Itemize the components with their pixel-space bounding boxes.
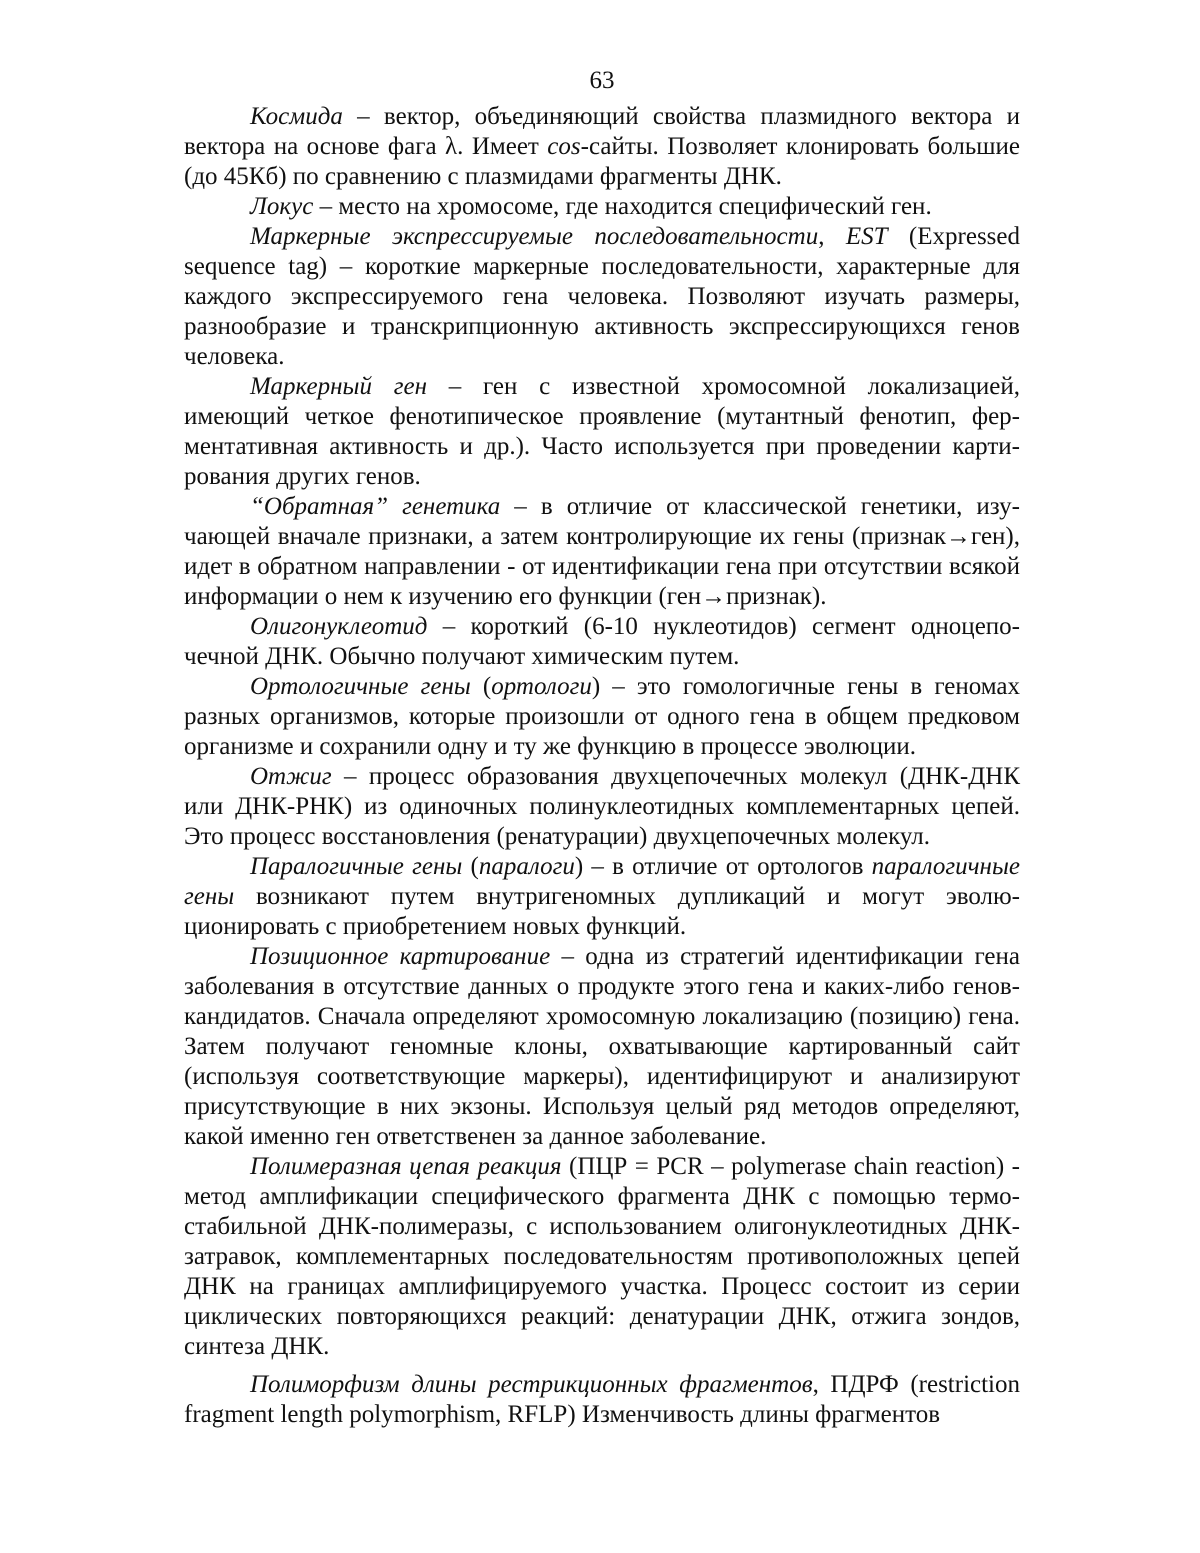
term-italic: Маркерные экспрессируемые последовательности — [250, 223, 818, 250]
term-italic: паралоги — [479, 853, 575, 880]
definition-text: , — [818, 223, 846, 250]
definition-text: -сайты. Позволяет клонировать боль­шие (до 45Кб) по сравнению с плазмидами фрагменты ДНК. — [184, 133, 1020, 190]
term-italic: паралогич­ные гены — [184, 853, 1020, 910]
glossary-entry — [184, 762, 1020, 852]
term-italic: “Обратная” генетика — [250, 493, 500, 520]
definition-text: – короткий (6-10 нуклеотидов) сегмент одноцепо­чечной ДНК. Обычно получают химическим путем. — [184, 613, 1020, 670]
definition-text: – место на хромосоме, где находится специфический ген. — [313, 193, 931, 220]
definition-text: – ген с известной хромосомной локализацией, имеющий четкое фенотипическое проявление (мутантный фенотип, фер­ментативная активность и др.). Часто используется при проведении карти­рования других генов. — [184, 373, 1020, 490]
definition-text: – вектор, объединяющий свойства плазмидного вектора и вектора на основе фага λ. Имеет — [184, 103, 1020, 160]
definition-text: , ПДРФ (restriction fragment length polymorphism, RFLP) Изменчивость длины фрагментов — [184, 1371, 1020, 1428]
glossary-entries — [184, 102, 1020, 1430]
glossary-entry — [184, 1370, 1020, 1430]
definition-text: ( — [462, 853, 479, 880]
definition-text: ) – в отличие от ортологов — [575, 853, 872, 880]
term-italic: Паралогичные гены — [250, 853, 462, 880]
definition-text: (Expressed sequence tag) – короткие маркерные последовательности, характерные для каждого экспрессируемого гена человека. Позволяют изучать размеры, разнообразие и транскрипционную активность экспрессирующихся генов человека. — [184, 223, 1020, 370]
document-page — [184, 66, 1020, 1430]
term-italic: ортологи — [491, 673, 592, 700]
definition-text: возникают путем внутригеномных дупликаций и могут эволю­ционировать с приобретением новых функций. — [184, 883, 1020, 940]
glossary-entry — [184, 192, 1020, 222]
term-italic: Полимеразная цепая реакция — [250, 1153, 562, 1180]
definition-text: ( — [471, 673, 491, 700]
glossary-entry — [184, 102, 1020, 192]
definition-text: – одна из стратегий идентификации гена заболевания в отсутствие данных о продукте этого гена и каких-либо ге­нов-кандидатов. Сначала определяют хромосомную локализацию (пози­цию) гена. Затем получают геномные клоны, охватывающие картирован­ный сайт (используя соответствующие маркеры), идентифицируют и ана­лизируют присутствующие в них экзоны. Используя целый ряд методов определяют, какой именно ген ответственен за данное заболевание. — [184, 943, 1020, 1150]
definition-text: – в отличие от классической генетики, изу­чающей вначале признаки, а затем контролирующие их гены (при­знак→ген), идет в обратном направлении - от идентификации гена при от­сутствии всякой информации о нем к изучению его функции (ген→признак). — [184, 493, 1020, 610]
term-italic: Ортологичные гены — [250, 673, 471, 700]
term-italic: Позиционное картирование — [250, 943, 550, 970]
glossary-entry — [184, 492, 1020, 612]
glossary-entry — [184, 672, 1020, 762]
term-italic: Локус — [250, 193, 313, 220]
glossary-entry — [184, 852, 1020, 942]
term-italic: Полиморфизм длины рестрикционных фрагментов — [250, 1371, 813, 1398]
term-italic: Отжиг — [250, 763, 332, 790]
term-italic: Олигонуклеотид — [250, 613, 427, 640]
term-italic: Космида — [250, 103, 343, 130]
glossary-entry — [184, 1152, 1020, 1362]
glossary-entry — [184, 372, 1020, 492]
glossary-entry — [184, 612, 1020, 672]
page-number: 63 — [184, 66, 1020, 96]
term-italic: EST — [846, 223, 888, 250]
term-italic: Маркерный ген — [250, 373, 427, 400]
glossary-entry — [184, 222, 1020, 372]
definition-text: – процесс образования двухцепочечных молекул (ДНК-ДНК или ДНК-РНК) из одиночных полинуклеотидных комплементарных цепей. Это процесс восстановления (ренатурации) двухцепочечных молекул. — [184, 763, 1020, 850]
term-italic: cos — [547, 133, 580, 160]
glossary-entry — [184, 942, 1020, 1152]
definition-text: ) – это гомологичные гены в геномах разных организмов, которые произошли от одного гена в общем предко­вом организме и сохранили одну и ту же функцию в процессе эволюции. — [184, 673, 1020, 760]
definition-text: (ПЦР = PCR – polymerase chain reaction) - метод амплификации специфического фрагмента ДНК с помощью термо­стабильной ДНК-полимеразы, с использованием олигонуклеотидных ДНК-затравок, комплементарных последовательностям противоположных цепей ДНК на границах амплифицируемого участка. Процесс состоит из серии циклических повторяющихся реакций: денатурации ДНК, отжига зондов, синтеза ДНК. — [184, 1153, 1020, 1360]
